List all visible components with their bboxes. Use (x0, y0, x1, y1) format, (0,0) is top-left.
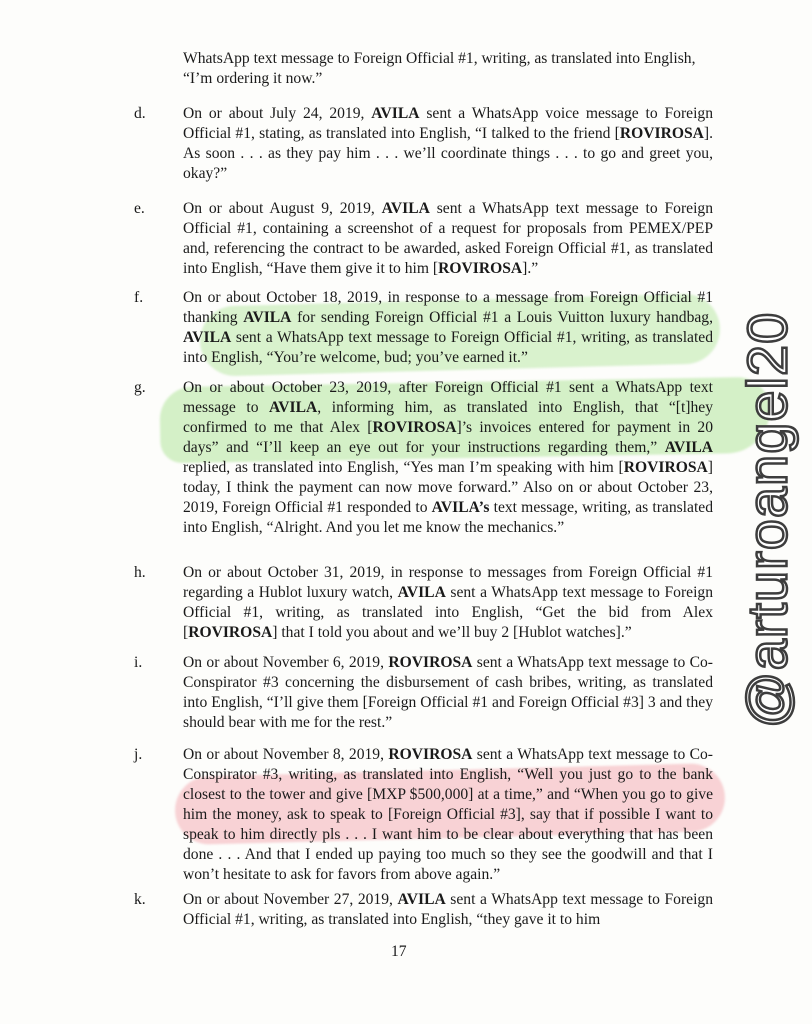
paragraph-d-label: d. (134, 105, 146, 122)
paragraph-g: On or about October 23, 2019, after Foreign Official #1 sent a WhatsApp text message to AVILA, informing him, as translated into English, that “[t]hey confirmed to me that Alex [ROVIROSA]’s invoices entered for payment in 20 days” and “I’ll keep an eye out for your instructions regarding them,” AVILA replied, as translated into English, “Yes man I’m speaking with him [ROVIROSA] today, I think the payment can now move forward.” Also on or about October 23, 2019, Foreign Official #1 responded to AVILA’s text message, writing, as translated into English, “Alright. And you let me know the mechanics.” (183, 379, 714, 536)
paragraph-k-label: k. (134, 891, 146, 908)
paragraph-e: On or about August 9, 2019, AVILA sent a WhatsApp text message to Foreign Official #1, containing a screenshot of a request for proposals from PEMEX/PEP and, referencing the contract to be awarded, asked Foreign Official #1, as translated into English, “Have them give it to him [ROVIROSA].” (183, 200, 713, 277)
paragraph-d: On or about July 24, 2019, AVILA sent a WhatsApp voice message to Foreign Official #1, stating, as translated into English, “I talked to the friend [ROVIROSA]. As soon . . . as they pay him . . . we’ll coordinate things . . . to go and greet you, okay?” (183, 105, 713, 182)
paragraph-g-label: g. (134, 379, 146, 396)
paragraph-e-label: e. (134, 200, 145, 217)
paragraph-f: On or about October 18, 2019, in response to a message from Foreign Official #1 thanking AVILA for sending Foreign Official #1 a Louis Vuitton luxury handbag, AVILA sent a WhatsApp text message to Foreign Official #1, writing, as translated into English, “You’re welcome, bud; you’ve earned it.” (183, 289, 713, 366)
paragraph-j: On or about November 8, 2019, ROVIROSA sent a WhatsApp text message to Co-Conspirator #3, writing, as translated into English, “Well you just go to the bank closest to the tower and give [MXP $500,000] at a time,” and “When you go to give him the money, ask to speak to [Foreign Official #3], say that if possible I want to speak to him directly pls . . . I want him to be clear about everything that has been done . . . And that I ended up paying too much so they see the goodwill and that I won’t hesitate to ask for favors from above again.” (183, 746, 713, 883)
continuation-paragraph: WhatsApp text message to Foreign Official #1, writing, as translated into English, “I’m ordering it now.” (183, 50, 696, 87)
paragraph-f-label: f. (134, 289, 144, 306)
paragraph-k: On or about November 27, 2019, AVILA sent a WhatsApp text message to Foreign Official #1, writing, as translated into English, “they gave it to him (183, 891, 713, 928)
paragraph-i: On or about November 6, 2019, ROVIROSA sent a WhatsApp text message to Co-Conspirator #3 concerning the disbursement of cash bribes, writing, as translated into English, “I’ll give them [Foreign Official #1 and Foreign Official #3] 3 and they should bear with me for the rest.” (183, 654, 713, 731)
paragraph-i-label: i. (134, 654, 143, 671)
paragraph-j-label: j. (134, 746, 143, 763)
paragraph-h-label: h. (134, 564, 146, 581)
page-number: 17 (391, 943, 407, 960)
watermark-text: @arturoangel20 (735, 311, 799, 729)
paragraph-h: On or about October 31, 2019, in response to messages from Foreign Official #1 regarding a Hublot luxury watch, AVILA sent a WhatsApp text message to Foreign Official #1, writing, as translated into English, “Get the bid from Alex [ROVIROSA] that I told you about and we’ll buy 2 [Hublot watches].” (183, 564, 713, 641)
watermark (727, 300, 807, 740)
